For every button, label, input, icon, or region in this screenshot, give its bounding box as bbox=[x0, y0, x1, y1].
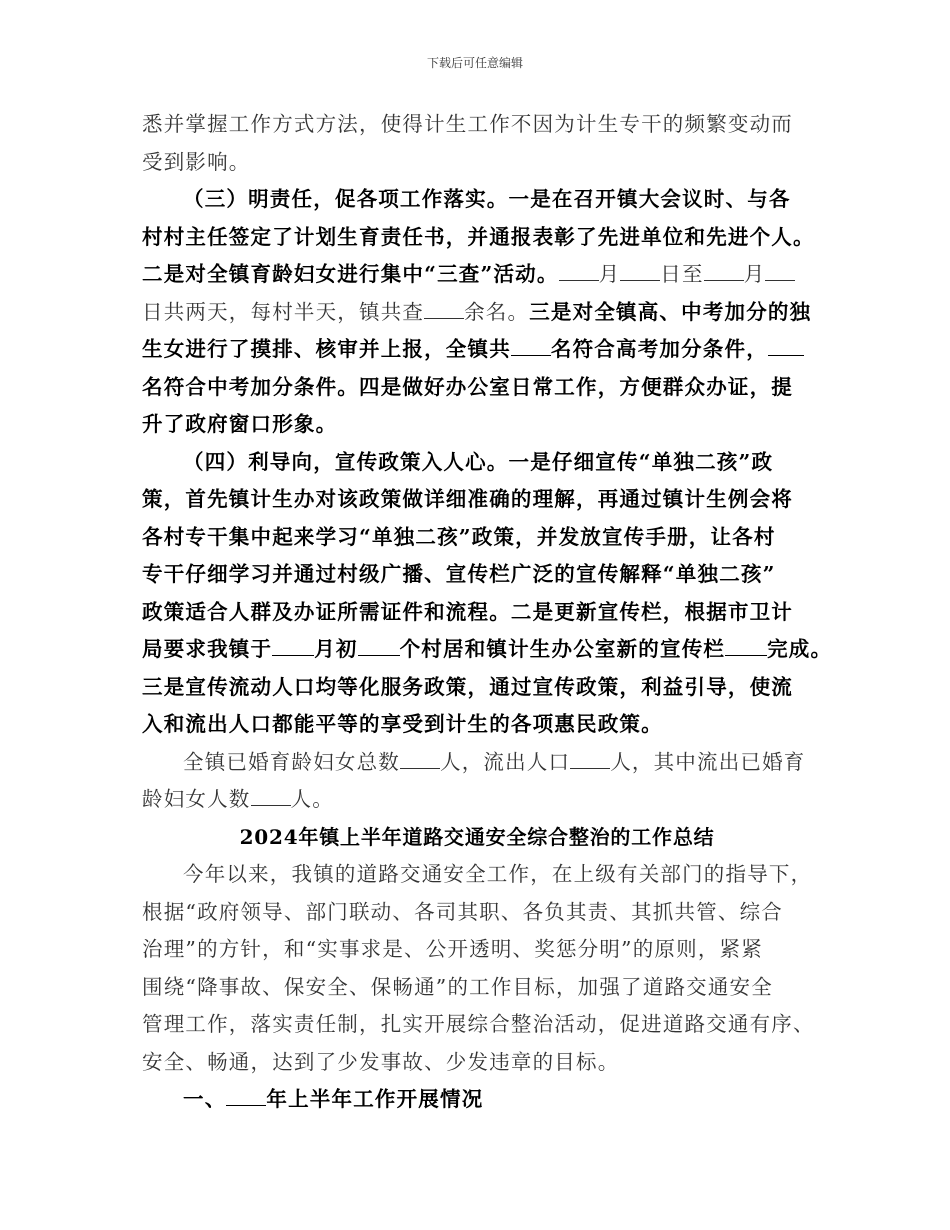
text-line bbox=[142, 294, 812, 332]
text: 日共两天，每村半天，镇共查 bbox=[142, 299, 425, 324]
text: 策，首先镇计生办对该政策做详细准确的理解，再通过镇计生例会将 bbox=[142, 487, 793, 511]
blank-field bbox=[424, 294, 464, 319]
text-line bbox=[142, 444, 812, 482]
text-line bbox=[142, 1006, 815, 1044]
blank-field bbox=[768, 331, 804, 356]
text: 人，流出人口 bbox=[440, 749, 571, 774]
text: 日至 bbox=[660, 262, 704, 286]
text: 升了政府窗口形象。 bbox=[142, 412, 338, 436]
blank-field bbox=[570, 744, 610, 769]
text: 人。 bbox=[290, 787, 334, 811]
blank-field bbox=[765, 256, 795, 281]
text-line bbox=[142, 181, 812, 219]
text: 管理工作，落实责任制，扎实开展综合整治活动，促进道路交通有序、 bbox=[142, 1012, 815, 1036]
text: （四）利导向，宣传政策入人心。一是仔细宣传“单独二孩”政 bbox=[183, 449, 774, 474]
text: 三是对全镇高、中考加分的独 bbox=[529, 299, 812, 324]
blank-field bbox=[226, 1081, 266, 1106]
text: 安全、畅通，达到了少发事故、少发违章的目标。 bbox=[142, 1049, 620, 1074]
text-line bbox=[142, 931, 812, 969]
text-line bbox=[142, 481, 812, 519]
text: 受到影响。 bbox=[142, 149, 251, 174]
text-line bbox=[142, 594, 812, 632]
text-line bbox=[142, 406, 812, 444]
text-line bbox=[142, 894, 812, 932]
text-line bbox=[142, 519, 812, 557]
text-line bbox=[142, 256, 812, 294]
text-line bbox=[142, 556, 812, 594]
text: 村村主任签定了计划生育责任书，并通报表彰了先进单位和先进个人。 bbox=[142, 224, 815, 249]
text: 月 bbox=[598, 262, 621, 286]
blank-field bbox=[251, 781, 291, 806]
blank-field bbox=[511, 331, 551, 356]
text: 月 bbox=[743, 262, 766, 286]
text: 个村居和镇计生办公室新的宣传栏 bbox=[399, 637, 726, 661]
text: 龄妇女人数 bbox=[142, 787, 251, 811]
text-line bbox=[142, 1044, 812, 1082]
text-line bbox=[142, 331, 812, 369]
text: 根据“政府领导、部门联动、各司其职、各负其责、其抓共管、综合 bbox=[142, 899, 783, 924]
text: 局要求我镇于 bbox=[142, 637, 273, 661]
text: 各村专干集中起来学习“单独二孩”政策，并发放宣传手册，让各村 bbox=[142, 524, 776, 549]
blank-field bbox=[725, 631, 767, 656]
text: 三是宣传流动人口均等化服务政策，通过宣传政策，利益引导，使流 bbox=[142, 674, 793, 699]
text: 年上半年工作开展情况 bbox=[266, 1087, 484, 1111]
page-header: 下载后可任意编辑 bbox=[426, 56, 523, 70]
text-line bbox=[142, 856, 812, 894]
text: （三）明责任，促各项工作落实。一是在召开镇大会议时、与各 bbox=[183, 187, 791, 211]
text-line bbox=[142, 744, 812, 782]
text-line bbox=[142, 369, 812, 407]
text-line bbox=[142, 969, 812, 1007]
text-line bbox=[142, 631, 833, 669]
blank-field bbox=[620, 256, 660, 281]
text: 2024年镇上半年道路交通安全综合整治的工作总结 bbox=[239, 824, 715, 849]
blank-field bbox=[358, 631, 400, 656]
text: 政策适合人群及办证所需证件和流程。二是更新宣传栏，根据市卫计 bbox=[142, 599, 793, 624]
blank-field bbox=[559, 256, 599, 281]
text: 入和流出人口都能平等的享受到计生的各项惠民政策。 bbox=[142, 712, 663, 736]
document-body bbox=[142, 106, 833, 1119]
text-line bbox=[142, 106, 812, 144]
text: 悉并掌握工作方式方法，使得计生工作不因为计生专干的频繁变动而 bbox=[142, 112, 793, 136]
text: 月初 bbox=[314, 637, 358, 661]
text-line bbox=[142, 781, 812, 819]
text: 人，其中流出已婚育 bbox=[610, 749, 806, 774]
text: 专干仔细学习并通过村级广播、宣传栏广泛的宣传解释“单独二孩” bbox=[142, 562, 776, 586]
text-line bbox=[142, 669, 812, 707]
text: 生女进行了摸排、核审并上报，全镇共 bbox=[142, 337, 511, 361]
blank-field bbox=[272, 631, 314, 656]
blank-field bbox=[704, 256, 744, 281]
text: 余名。 bbox=[464, 299, 530, 324]
text: 二是对全镇育龄妇女进行集中“三查”活动。 bbox=[142, 262, 559, 286]
section-title bbox=[142, 819, 812, 857]
text-line bbox=[142, 706, 812, 744]
text: 全镇已婚育龄妇女总数 bbox=[183, 749, 400, 774]
text: 一、 bbox=[183, 1087, 227, 1111]
text-line bbox=[142, 144, 812, 182]
text: 治理”的方针，和“实事求是、公开透明、奖惩分明”的原则，紧紧 bbox=[142, 937, 763, 961]
text: 围绕“降事故、保安全、保畅通”的工作目标，加强了道路交通安全 bbox=[142, 974, 773, 999]
text-line bbox=[142, 219, 815, 257]
text: 名符合高考加分条件， bbox=[550, 337, 768, 361]
section-heading bbox=[142, 1081, 812, 1119]
text: 今年以来，我镇的道路交通安全工作，在上级有关部门的指导下， bbox=[183, 862, 813, 886]
text: 完成。 bbox=[767, 637, 833, 661]
blank-field bbox=[400, 744, 440, 769]
text: 名符合中考加分条件。四是做好办公室日常工作，方便群众办证，提 bbox=[142, 374, 793, 399]
